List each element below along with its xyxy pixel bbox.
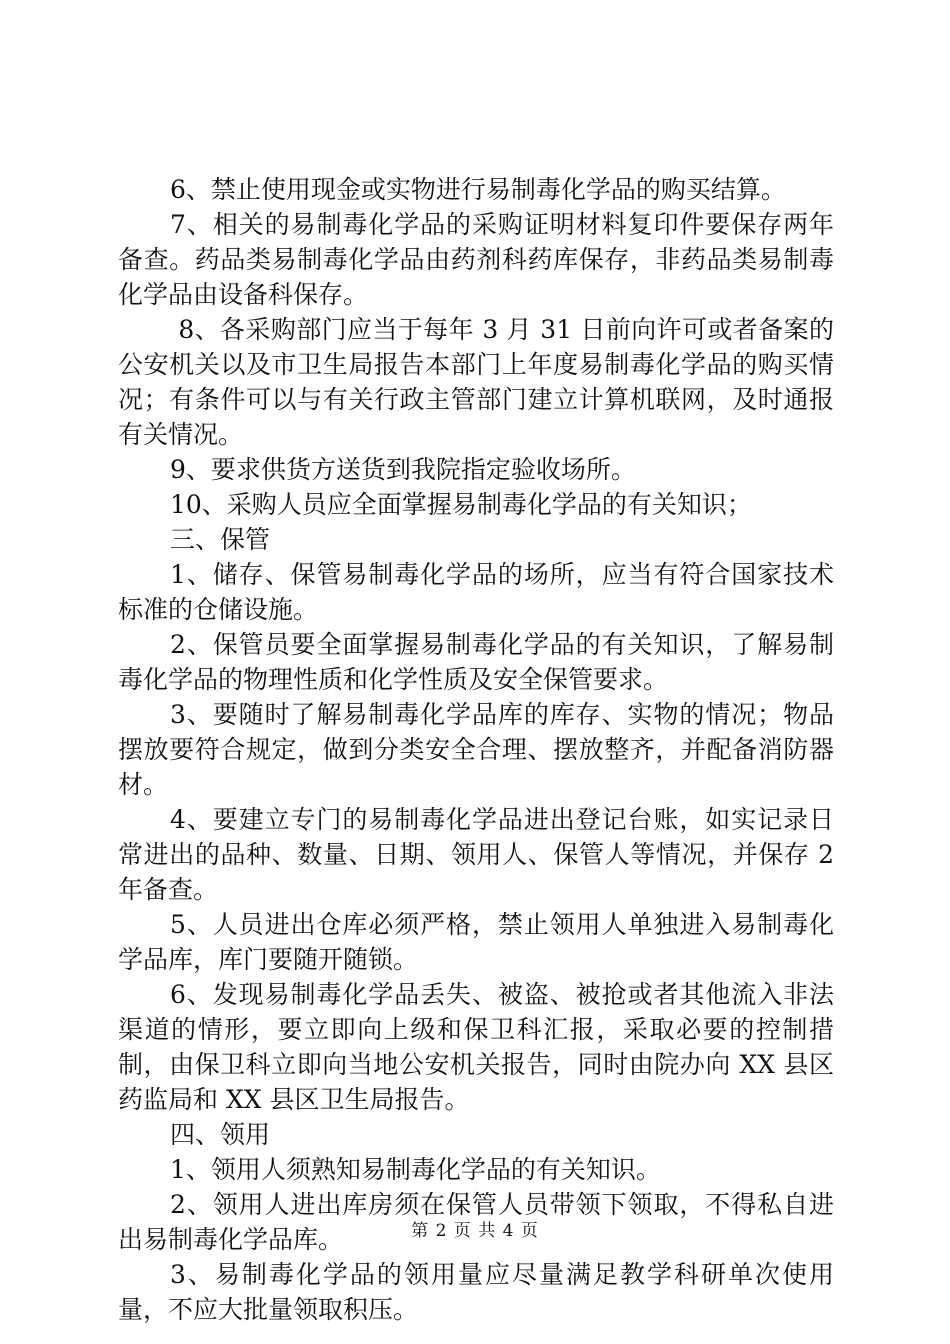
paragraph-2: 7、相关的易制毒化学品的采购证明材料复印件要保存两年备查。药品类易制毒化学品由药剂科药库保存，非药品类易制毒化学品由设备科保存。: [118, 210, 834, 309]
paragraph-10: 4、要建立专门的易制毒化学品进出登记台账，如实记录日常进出的品种、数量、日期、领用人、保管人等情况，并保存 2 年备查。: [118, 805, 842, 904]
paragraph-12: 6、发现易制毒化学品丢失、被盗、被抢或者其他流入非法渠道的情形，要立即向上级和保卫科汇报，采取必要的控制措制，由保卫科立即向当地公安机关报告，同时由院办向 XX 县区药监局和 XX 县区卫生局报告。: [118, 980, 834, 1114]
paragraph-5: 10、采购人员应全面掌握易制毒化学品的有关知识；: [170, 490, 752, 519]
section-heading-storage: 三、保管: [170, 525, 271, 554]
paragraph-4: 9、要求供货方送货到我院指定验收场所。: [170, 455, 636, 484]
paragraph-7: 1、储存、保管易制毒化学品的场所，应当有符合国家技术标准的仓储设施。: [118, 560, 834, 624]
paragraph-9: 3、要随时了解易制毒化学品库的库存、实物的情况；物品摆放要符合规定，做到分类安全合理、摆放整齐，并配备消防器材。: [118, 700, 834, 799]
paragraph-8: 2、保管员要全面掌握易制毒化学品的有关知识，了解易制毒化学品的物理性质和化学性质及安全保管要求。: [118, 630, 834, 694]
section-heading-usage: 四、领用: [170, 1120, 271, 1149]
paragraph-16: 3、易制毒化学品的领用量应尽量满足教学科研单次使用量，不应大批量领取积压。: [118, 1260, 834, 1324]
paragraph-14: 1、领用人须熟知易制毒化学品的有关知识。: [170, 1155, 661, 1184]
paragraph-3: 8、各采购部门应当于每年 3 月 31 日前向许可或者备案的公安机关以及市卫生局报告本部门上年度易制毒化学品的购买情况；有条件可以与有关行政主管部门建立计算机联网，及时通报有关情况。: [118, 315, 834, 449]
paragraph-1: 6、禁止使用现金或实物进行易制毒化学品的购买结算。: [170, 175, 786, 204]
paragraph-15: 2、领用人进出库房须在保管人员带领下领取，不得私自进出易制毒化学品库。: [118, 1190, 834, 1254]
paragraph-11: 5、人员进出仓库必须严格，禁止领用人单独进入易制毒化学品库，库门要随开随锁。: [118, 910, 834, 974]
page-footer: 第 2 页 共 4 页: [411, 1221, 539, 1241]
document-body: [118, 172, 842, 1327]
